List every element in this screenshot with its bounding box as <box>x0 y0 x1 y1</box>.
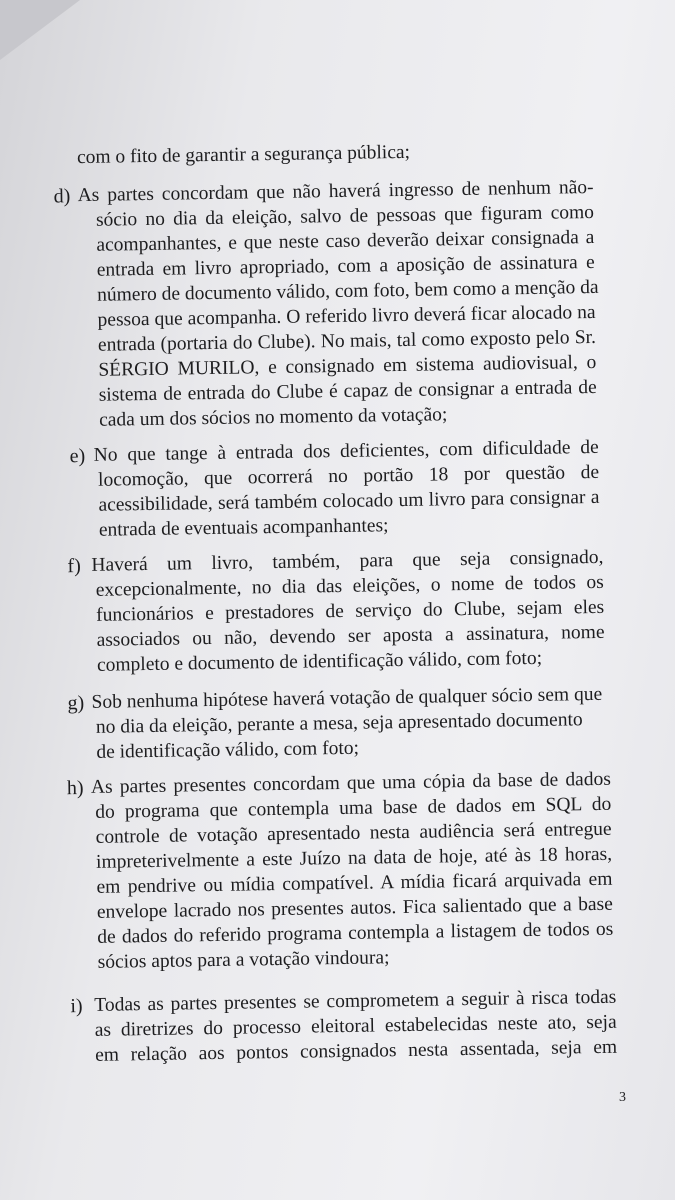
clause-line: sócio no dia da eleição, salvo de pessoas que figuram como <box>95 201 595 231</box>
clause-marker: i) <box>70 995 83 1018</box>
clause-line: entrada em livro apropriado, com a aposição de assinatura e <box>96 251 595 281</box>
clause-line: envelope lacrado nos presentes autos. Fica salientado que a base <box>96 893 613 923</box>
clause-marker: e) <box>69 444 86 468</box>
clause-line: As partes presentes concordam que uma cópia da base de dados <box>90 768 612 798</box>
clause-line: SÉRGIO MURILO, e consignado em sistema audiovisual, o <box>98 351 597 381</box>
clause-line: pessoa que acompanha. O referido livro deverá ficar alocado na <box>97 301 596 331</box>
clause-marker: f) <box>67 555 81 578</box>
clause-line: em relação aos pontos consignados nesta assentada, seja em <box>94 1036 618 1066</box>
clause-marker: g) <box>67 692 85 715</box>
page-number: 3 <box>619 1090 626 1105</box>
clause-line: entrada de eventuais acompanhantes; <box>98 515 389 541</box>
clause-line: acessibilidade, será também colocado um livro para consignar a <box>98 486 600 516</box>
clause-line: locomoção, que ocorrerá no portão 18 por questão de <box>97 461 600 491</box>
clause-line: sócios aptos para a votação vindoura; <box>97 947 390 973</box>
clause-line: número de documento válido, com foto, bem como a menção da <box>97 276 599 306</box>
clause-line: acompanhantes, e que neste caso deverão deixar consignada a <box>96 226 595 256</box>
clause-line: as diretrizes do processo eleitoral estabelecidas neste ato, seja <box>94 1011 617 1041</box>
clause-line: impreterivelmente a este Juízo na data de hoje, até às 18 horas, <box>95 843 613 873</box>
clause-line: funcionários e prestadores de serviço do Clube, sejam eles <box>96 596 605 626</box>
clause-line: em pendrive ou mídia compatível. A mídia ficará arquivada em <box>96 868 613 898</box>
clause-line: cada um dos sócios no momento da votação; <box>98 404 448 431</box>
intro-line: com o fito de garantir a segurança pública; <box>76 141 411 169</box>
clause-line: completo e documento de identificação válido, com foto; <box>96 647 543 676</box>
clause-line: As partes concordam que não haverá ingresso de nenhum não- <box>77 176 594 207</box>
clause-line: de identificação válido, com foto; <box>96 737 360 763</box>
clause-line: de dados do referido programa contempla a listagem de todos os <box>97 918 614 948</box>
clause-line: excepcionalmente, no dia das eleições, o nome de todos os <box>95 571 604 601</box>
clause-line: No que tange à entrada dos deficientes, com dificuldade de <box>93 436 599 466</box>
clause-line: Todas as partes presentes se comprometem a seguir à risca todas <box>94 986 617 1016</box>
clause-line: controle de votação apresentado nesta audiência será entregue <box>95 818 612 848</box>
clause-line: entrada (portaria do Clube). No mais, tal como exposto pelo Sr. <box>97 326 597 356</box>
clause-marker: d) <box>53 185 71 208</box>
clause-line: Haverá um livro, também, para que seja consignado, <box>91 546 604 576</box>
clause-line: no dia da eleição, perante a mesa, seja apresentado documento <box>95 709 583 738</box>
clause-line: Sob nenhuma hipótese haverá votação de qualquer sócio sem que <box>91 683 603 713</box>
clause-line: associados ou não, devendo ser aposta a assinatura, nome <box>96 621 605 651</box>
clause-marker: h) <box>66 777 84 800</box>
clause-line: do programa que contempla uma base de dados em SQL do <box>95 793 612 823</box>
clause-line: sistema de entrada do Clube é capaz de consignar a entrada de <box>98 376 597 406</box>
